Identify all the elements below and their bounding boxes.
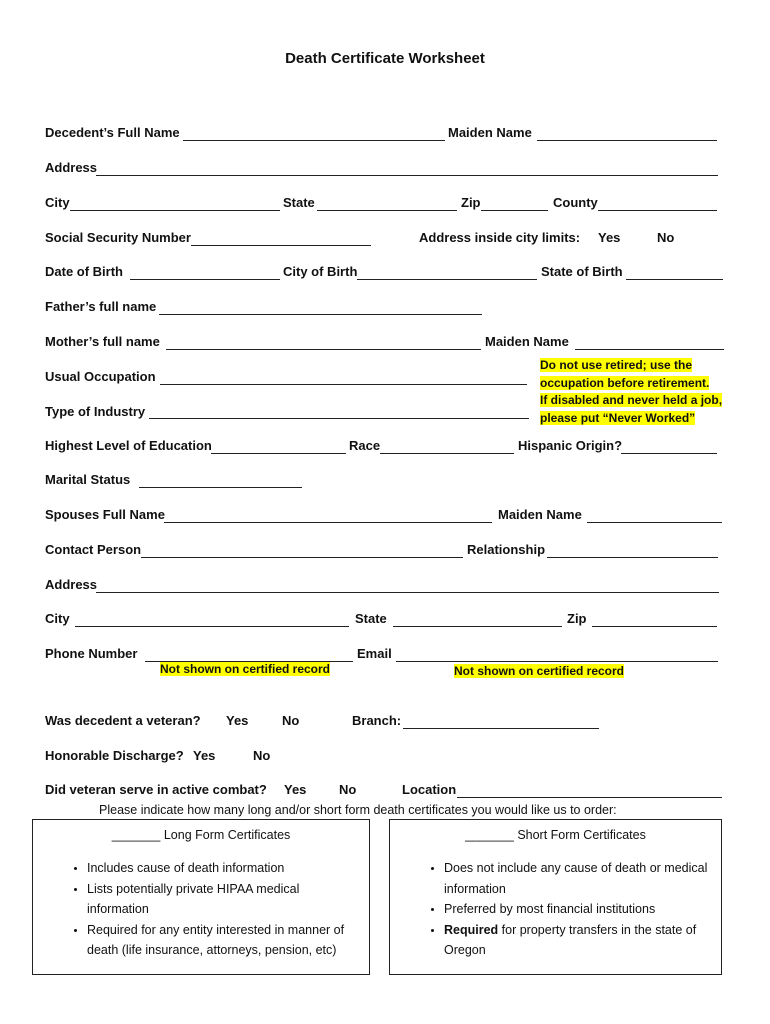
short-form-list <box>418 858 711 961</box>
long-form-count-blank[interactable]: _______ <box>111 828 161 842</box>
city-of-birth-field[interactable] <box>357 279 537 280</box>
county-label: County <box>553 195 598 210</box>
list-item: • Preferred by most financial institutions <box>444 899 711 920</box>
relationship-field[interactable] <box>547 557 718 558</box>
contact-city-field[interactable] <box>75 626 349 627</box>
long-form-box <box>32 819 370 975</box>
zip-field[interactable] <box>481 210 548 211</box>
occupation-note <box>540 357 722 427</box>
veteran-label: Was decedent a veteran? <box>45 713 201 728</box>
spouse-name-label: Spouses Full Name <box>45 507 165 522</box>
mother-name-field[interactable] <box>166 349 481 350</box>
email-field[interactable] <box>396 661 718 662</box>
marital-field[interactable] <box>139 487 302 488</box>
discharge-label: Honorable Discharge? <box>45 748 184 763</box>
occupation-note-line: please put “Never Worked” <box>540 410 696 425</box>
state-of-birth-label: State of Birth <box>541 264 623 279</box>
dob-field[interactable] <box>130 279 280 280</box>
combat-label: Did veteran serve in active combat? <box>45 782 267 797</box>
state-of-birth-field[interactable] <box>626 279 723 280</box>
city-limits-no[interactable]: No <box>657 230 675 245</box>
address-field[interactable] <box>96 175 718 176</box>
combat-no[interactable]: No <box>339 782 357 797</box>
maiden-name-field[interactable] <box>537 140 717 141</box>
phone-note: Not shown on certified record <box>160 662 331 676</box>
city-limits-label: Address inside city limits: <box>419 230 581 245</box>
short-form-header <box>390 828 721 842</box>
list-item <box>444 920 711 961</box>
relationship-label: Relationship <box>467 542 546 557</box>
spouse-maiden-field[interactable] <box>587 522 722 523</box>
location-label: Location <box>402 782 457 797</box>
contact-address-label: Address <box>45 577 98 592</box>
county-field[interactable] <box>598 210 717 211</box>
state-field[interactable] <box>317 210 457 211</box>
list-item: • Lists potentially private HIPAA medical information <box>87 879 359 920</box>
occupation-note-line: occupation before retirement. <box>540 375 710 390</box>
occupation-field[interactable] <box>160 384 527 385</box>
order-instructions: Please indicate how many long and/or short form death certificates you would like us to order: <box>99 803 617 817</box>
long-form-header <box>33 828 369 842</box>
father-name-label: Father’s full name <box>45 299 157 314</box>
email-note: Not shown on certified record <box>454 664 625 678</box>
address-label: Address <box>45 160 98 175</box>
short-form-count-blank[interactable]: _______ <box>465 828 514 842</box>
email-label: Email <box>357 646 392 661</box>
hispanic-field[interactable] <box>621 453 717 454</box>
location-field[interactable] <box>457 797 722 798</box>
contact-city-label: City <box>45 611 70 626</box>
zip-label: Zip <box>461 195 481 210</box>
combat-yes[interactable]: Yes <box>284 782 307 797</box>
city-of-birth-label: City of Birth <box>283 264 358 279</box>
race-label: Race <box>349 438 381 453</box>
phone-label: Phone Number <box>45 646 138 661</box>
contact-state-field[interactable] <box>393 626 562 627</box>
veteran-no[interactable]: No <box>282 713 300 728</box>
contact-person-label: Contact Person <box>45 542 142 557</box>
race-field[interactable] <box>380 453 514 454</box>
education-label: Highest Level of Education <box>45 438 212 453</box>
occupation-label: Usual Occupation <box>45 369 156 384</box>
contact-zip-label: Zip <box>567 611 587 626</box>
ssn-label: Social Security Number <box>45 230 191 245</box>
branch-field[interactable] <box>403 728 599 729</box>
page-title: Death Certificate Worksheet <box>285 50 485 67</box>
city-limits-yes[interactable]: Yes <box>598 230 621 245</box>
marital-label: Marital Status <box>45 472 131 487</box>
maiden-name-label: Maiden Name <box>448 125 532 140</box>
state-label: State <box>283 195 315 210</box>
list-item: • Does not include any cause of death or medical information <box>444 858 711 899</box>
contact-address-field[interactable] <box>96 592 719 593</box>
list-item: • Required for any entity interested in manner of death (life insurance, attorneys, pension, etc) <box>87 920 359 961</box>
city-label: City <box>45 195 70 210</box>
list-item: • Includes cause of death information <box>87 858 359 879</box>
short-form-box <box>389 819 722 975</box>
hispanic-label: Hispanic Origin? <box>518 438 623 453</box>
mother-maiden-field[interactable] <box>575 349 724 350</box>
long-form-title: Long Form Certificates <box>163 828 291 842</box>
required-emphasis: Required <box>444 922 499 937</box>
discharge-yes[interactable]: Yes <box>193 748 216 763</box>
contact-person-field[interactable] <box>141 557 463 558</box>
mother-name-label: Mother’s full name <box>45 334 160 349</box>
discharge-no[interactable]: No <box>253 748 271 763</box>
decedent-name-label: Decedent’s Full Name <box>45 125 180 140</box>
contact-zip-field[interactable] <box>592 626 717 627</box>
education-field[interactable] <box>211 453 346 454</box>
required-text: for property transfers in the state of Oregon <box>444 922 697 957</box>
occupation-note-line: Do not use retired; use the <box>540 358 693 372</box>
mother-maiden-label: Maiden Name <box>485 334 569 349</box>
ssn-field[interactable] <box>191 245 371 246</box>
father-name-field[interactable] <box>159 314 482 315</box>
spouse-maiden-label: Maiden Name <box>498 507 582 522</box>
city-field[interactable] <box>70 210 280 211</box>
branch-label: Branch: <box>352 713 402 728</box>
industry-label: Type of Industry <box>45 404 146 419</box>
contact-state-label: State <box>355 611 387 626</box>
long-form-list <box>61 858 359 961</box>
decedent-name-field[interactable] <box>183 140 445 141</box>
occupation-note-line: If disabled and never held a job, <box>540 393 723 407</box>
dob-label: Date of Birth <box>45 264 123 279</box>
spouse-name-field[interactable] <box>164 522 492 523</box>
short-form-title: Short Form Certificates <box>517 828 646 842</box>
industry-field[interactable] <box>149 418 529 419</box>
veteran-yes[interactable]: Yes <box>226 713 249 728</box>
